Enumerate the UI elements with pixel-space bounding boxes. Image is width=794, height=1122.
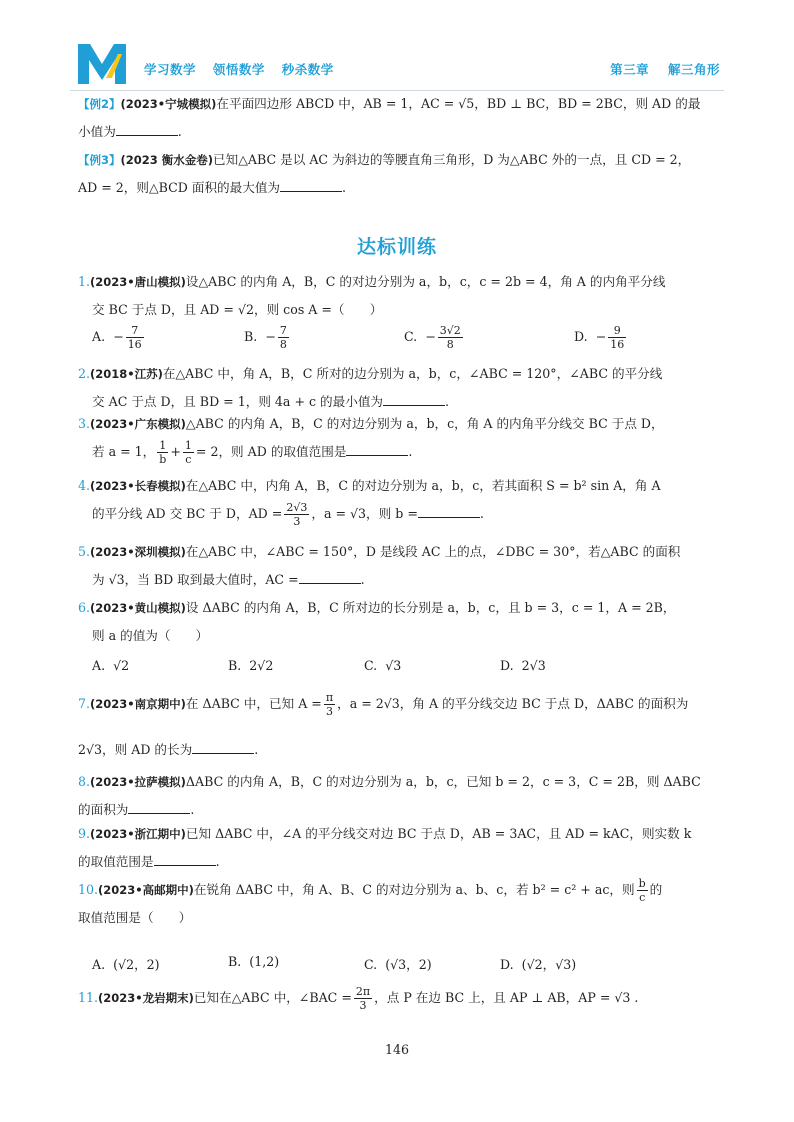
problem-10-choices xyxy=(92,954,722,974)
problem-source: (2023•南京期中) xyxy=(90,697,186,711)
example-text-cont: AD = 2，则△BCD 面积的最大值为 xyxy=(78,180,281,195)
problem-text: 的 xyxy=(649,882,663,897)
problem-text: ΔABC 的内角 A，B，C 的对边分别为 a，b，c，已知 b = 2，c = 3，C = 2B，则 ΔABC xyxy=(185,774,701,789)
plus-sign: + xyxy=(170,444,181,459)
slogan-3: 秒杀数学 xyxy=(281,62,334,77)
problem-text-cont: 的取值范围是 xyxy=(78,854,154,869)
example-label: 【例3】 xyxy=(78,153,121,167)
answer-blank[interactable] xyxy=(192,743,254,754)
example-text-cont: 小值为 xyxy=(78,124,116,139)
problem-text-cont: = 2，则 AD 的取值范围是 xyxy=(195,444,347,459)
problem-text: 在锐角 ΔABC 中，角 A、B、C 的对边分别为 a、b、c，若 b² = c² + ac，则 xyxy=(193,882,635,897)
choice-d[interactable]: D. 2√3 xyxy=(500,658,546,673)
page-number: 146 xyxy=(384,1042,410,1057)
problem-text-cont: 为 √3，当 BD 取到最大值时，AC = xyxy=(92,572,299,587)
problem-source: (2023•高邮期中) xyxy=(98,883,194,897)
problem-text: 在△ABC 中，角 A，B，C 所对的边分别为 a，b，c，∠ABC = 120°，∠ABC 的平分线 xyxy=(162,366,663,381)
problem-text-cont: 若 a = 1， xyxy=(92,444,156,459)
choice-c[interactable]: C. − $\frac{3√2}{8}$ xyxy=(404,324,461,351)
problem-7-cont xyxy=(78,736,726,764)
example-3 xyxy=(78,146,726,202)
example-text: 已知△ABC 是以 AC 为斜边的等腰直角三角形，D 为△ABC 外的一点，且 CD = 2， xyxy=(213,152,691,167)
problem-text: 已知在△ABC 中，∠BAC = xyxy=(193,990,352,1005)
problem-text-cont: 2√3，则 AD 的长为 xyxy=(78,742,193,757)
problem-source: (2023•广东模拟) xyxy=(90,417,186,431)
problem-text-cont: 的面积为 xyxy=(78,802,129,817)
problem-text: 设 ΔABC 的内角 A，B，C 所对边的长分别是 a，b，c，且 b = 3，c = 1，A = 2B， xyxy=(185,600,676,615)
answer-blank[interactable] xyxy=(280,181,342,192)
example-source: (2023•宁城模拟) xyxy=(120,97,217,111)
example-label: 【例2】 xyxy=(78,97,121,111)
problem-source: (2023•深圳模拟) xyxy=(90,545,186,559)
problem-6 xyxy=(78,594,726,650)
problem-11 xyxy=(78,984,726,1012)
problem-source: (2023•浙江期中) xyxy=(90,827,186,841)
problem-end: . xyxy=(360,572,365,587)
example-source: (2023 衡水金卷) xyxy=(120,153,214,167)
problem-source: (2023•黄山模拟) xyxy=(90,601,186,615)
answer-blank[interactable] xyxy=(299,573,361,584)
choice-d[interactable]: D. (√2，√3) xyxy=(500,957,577,972)
problem-1 xyxy=(78,268,726,324)
choice-c[interactable]: C. √3 xyxy=(364,658,402,673)
problem-number: 5. xyxy=(78,544,91,559)
section-title: 达标训练 xyxy=(356,236,437,258)
problem-end: . xyxy=(445,394,450,409)
fraction: $\frac{b}{c}$ xyxy=(638,877,646,904)
problem-text-cont: 交 BC 于点 D，且 AD = √2，则 cos A =（ ） xyxy=(92,302,383,317)
slogan-2: 领悟数学 xyxy=(212,62,265,77)
example-text: 在平面四边形 ABCD 中，AB = 1，AC = √5，BD ⊥ BC，BD = 2BC，则 AD 的最 xyxy=(216,96,701,111)
slogan-1: 学习数学 xyxy=(144,62,197,77)
problem-text: 在 ΔABC 中，已知 A = xyxy=(185,696,322,711)
example-2 xyxy=(78,90,726,146)
logo-icon xyxy=(76,42,128,86)
choice-c[interactable]: C. (√3，2) xyxy=(364,957,432,972)
fraction: $\frac{1}{b}$ xyxy=(159,439,167,466)
topic-label: 解三角形 xyxy=(667,62,720,77)
problem-text: 设△ABC 的内角 A，B，C 的对边分别为 a，b，c，c = 2b = 4，角 A 的内角平分线 xyxy=(185,274,666,289)
problem-source: (2023•长春模拟) xyxy=(90,479,186,493)
problem-number: 2. xyxy=(78,366,91,381)
problem-end: . xyxy=(408,444,413,459)
problem-7 xyxy=(78,690,726,718)
problem-text: △ABC 的内角 A，B，C 的对边分别为 a，b，c，角 A 的内角平分线交 BC 于点 D， xyxy=(185,416,664,431)
problem-10 xyxy=(78,876,726,932)
problem-text: ，点 P 在边 BC 上，且 AP ⊥ AB，AP = √3 . xyxy=(374,990,639,1005)
problem-9 xyxy=(78,820,726,876)
fraction: $\frac{2√3}{3}$ xyxy=(286,501,308,528)
problem-text: ，a = 2√3，角 A 的平分线交边 BC 于点 D，ΔABC 的面积为 xyxy=(337,696,689,711)
answer-blank[interactable] xyxy=(154,855,216,866)
choice-d[interactable]: D. − $\frac{9}{16}$ xyxy=(574,324,625,351)
problem-2 xyxy=(78,360,726,416)
problem-end: . xyxy=(479,506,484,521)
problem-text-cont: 的平分线 AD 交 BC 于 D，AD = xyxy=(92,506,283,521)
problem-text-cont: ，a = √3，则 b = xyxy=(311,506,418,521)
choice-b[interactable]: B. 2√2 xyxy=(228,658,274,673)
example-end: . xyxy=(342,180,347,195)
problem-source: (2018•江苏) xyxy=(90,367,163,381)
problem-5 xyxy=(78,538,726,594)
problem-number: 11. xyxy=(78,990,99,1005)
problem-number: 4. xyxy=(78,478,91,493)
problem-text-cont: 交 AC 于点 D，且 BD = 1，则 4a + c 的最小值为 xyxy=(92,394,384,409)
problem-number: 3. xyxy=(78,416,91,431)
fraction: $\frac{\pi}{3}$ xyxy=(325,691,334,718)
fraction: $\frac{2\pi}{3}$ xyxy=(355,985,371,1012)
problem-6-choices xyxy=(92,658,722,678)
problem-end: . xyxy=(254,742,259,757)
problem-text: 已知 ΔABC 中，∠A 的平分线交对边 BC 于点 D，AB = 3AC，且 AD = kAC，则实数 k xyxy=(185,826,692,841)
answer-blank[interactable] xyxy=(128,803,190,814)
problem-3 xyxy=(78,410,726,466)
problem-text: 在△ABC 中，∠ABC = 150°，D 是线段 AC 上的点，∠DBC = 30°，若△ABC 的面积 xyxy=(185,544,681,559)
problem-source: (2023•唐山模拟) xyxy=(90,275,186,289)
problem-number: 10. xyxy=(78,882,99,897)
problem-text: 在△ABC 中，内角 A，B，C 的对边分别为 a，b，c，若其面积 S = b² sin A，角 A xyxy=(185,478,661,493)
problem-source: (2023•龙岩期末) xyxy=(98,991,194,1005)
problem-end: . xyxy=(215,854,220,869)
problem-8 xyxy=(78,768,726,824)
answer-blank[interactable] xyxy=(346,445,408,456)
header-slogan xyxy=(144,60,346,78)
answer-blank[interactable] xyxy=(418,507,480,518)
choice-a[interactable]: A. − $\frac{7}{16}$ xyxy=(92,324,142,351)
choice-a[interactable]: A. √2 xyxy=(92,658,130,673)
answer-blank[interactable] xyxy=(116,125,178,136)
example-end: . xyxy=(177,124,182,139)
answer-blank[interactable] xyxy=(383,395,445,406)
problem-number: 1. xyxy=(78,274,91,289)
problem-number: 6. xyxy=(78,600,91,615)
problem-text-cont: 取值范围是（ ） xyxy=(78,910,192,925)
problem-1-choices xyxy=(92,324,722,360)
choice-a[interactable]: A. (√2，2) xyxy=(92,957,160,972)
problem-text-cont: 则 a 的值为（ ） xyxy=(92,628,209,643)
choice-b[interactable]: B. (1,2) xyxy=(228,954,280,969)
problem-number: 8. xyxy=(78,774,91,789)
problem-source: (2023•拉萨模拟) xyxy=(90,775,186,789)
problem-end: . xyxy=(190,802,195,817)
chapter-label: 第三章 xyxy=(610,62,650,77)
problem-number: 9. xyxy=(78,826,91,841)
problem-number: 7. xyxy=(78,696,91,711)
problem-4 xyxy=(78,472,726,528)
header-chapter xyxy=(596,60,720,78)
fraction: $\frac{1}{c}$ xyxy=(184,439,192,466)
choice-b[interactable]: B. − $\frac{7}{8}$ xyxy=(244,324,287,351)
